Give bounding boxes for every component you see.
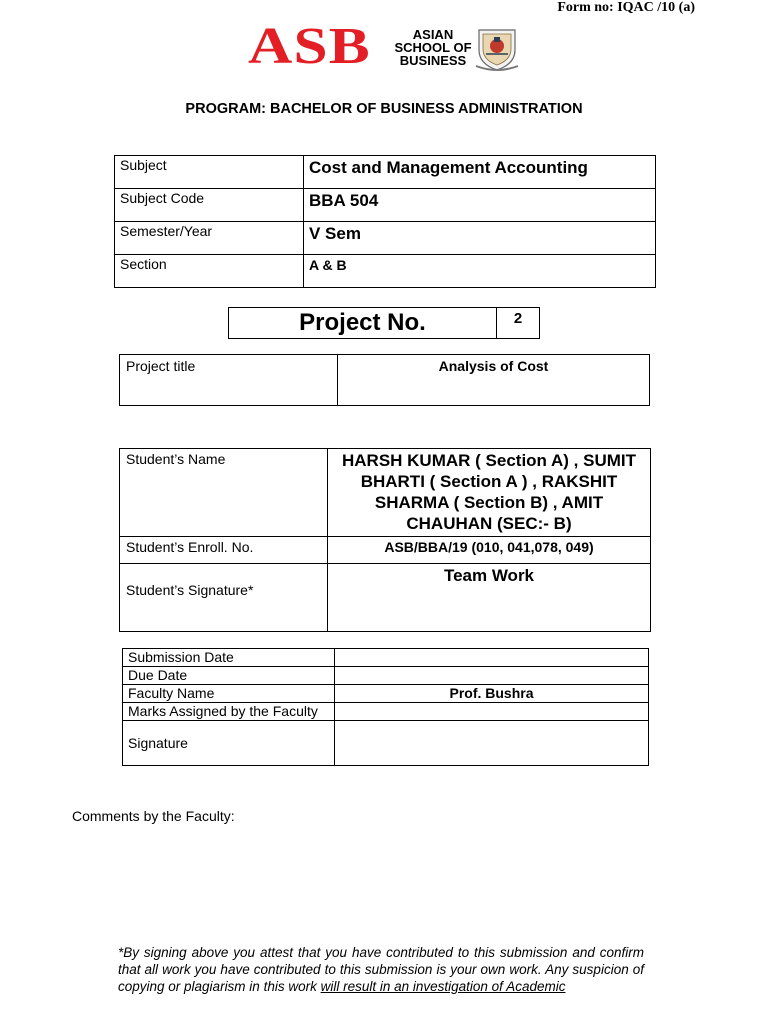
project-title-table: [119, 354, 650, 406]
student-names: HARSH KUMAR ( Section A) , SUMIT BHARTI ( Section A ) , RAKSHIT SHARMA ( Section B) , AMIT CHAUHAN (SEC:- B): [328, 449, 651, 537]
subject-table: [114, 155, 656, 288]
crest-icon: [474, 24, 520, 72]
project-number-box: [228, 307, 540, 339]
table-row: Signature: [123, 721, 649, 766]
table-row: Faculty Name Prof. Bushra: [123, 685, 649, 703]
student-table: [119, 448, 651, 632]
submission-table: [122, 648, 649, 766]
student-signature: Team Work: [328, 564, 651, 632]
comments-label: Comments by the Faculty:: [72, 808, 235, 824]
enroll-number: ASB/BBA/19 (010, 041,078, 049): [328, 537, 651, 564]
table-row: Due Date: [123, 667, 649, 685]
enroll-label: Student’s Enroll. No.: [120, 537, 328, 564]
project-title-value: Analysis of Cost: [338, 355, 650, 406]
form-number: Form no: IQAC /10 (a): [557, 0, 695, 15]
student-signature-label: Student’s Signature*: [120, 564, 328, 632]
project-label: Project No.: [229, 308, 497, 339]
table-row: Subject Cost and Management Accounting: [115, 156, 656, 189]
asb-logo: [248, 18, 523, 75]
program-heading: PROGRAM: BACHELOR OF BUSINESS ADMINISTRATION: [185, 101, 583, 117]
student-name-label: Student’s Name: [120, 449, 328, 537]
logo-letters: ASB: [248, 18, 371, 75]
project-number: 2: [497, 308, 540, 339]
logo-wordmark: ASIAN SCHOOL OF BUSINESS: [394, 27, 472, 68]
disclaimer-text: *By signing above you attest that you have contributed to this submission and confirm that all work you have contributed to this submission is your own work. Any suspicion of copying or plagiarism in this work will result in an investigation of Academic: [118, 945, 644, 994]
table-row: Subject Code BBA 504: [115, 189, 656, 222]
table-row: Section A & B: [115, 255, 656, 288]
project-title-label: Project title: [120, 355, 338, 406]
table-row: Marks Assigned by the Faculty: [123, 703, 649, 721]
table-row: Semester/Year V Sem: [115, 222, 656, 255]
table-row: Submission Date: [123, 649, 649, 667]
